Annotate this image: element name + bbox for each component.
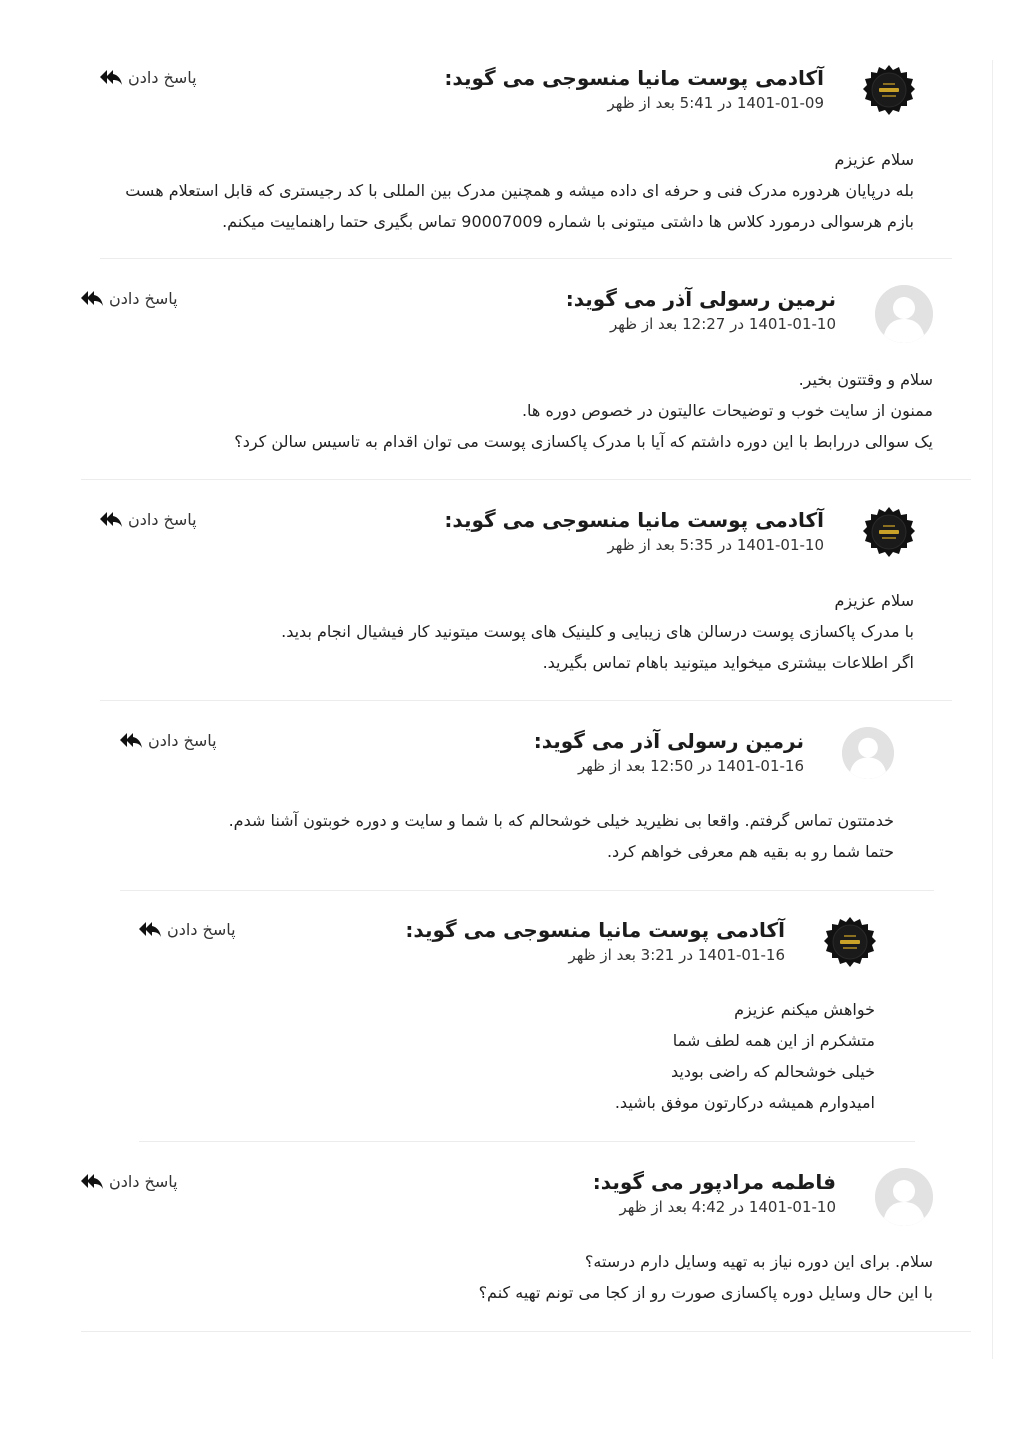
reply-all-icon [81,290,103,308]
comment-line: بازم هرسوالی درمورد کلاس ها داشتی میتونی با شماره 90007009 تماس بگیری حتما راهنماییت میکنم. [222,212,914,231]
reply-label: پاسخ دادن [109,1172,178,1191]
comment-date[interactable]: 1401-01-16 در 3:21 بعد از ظهر [568,946,785,964]
avatar [862,64,916,118]
comment-divider [120,890,934,891]
user-icon [842,727,894,779]
comment-line: حتما شما رو به بقیه هم معرفی خواهم کرد. [606,842,894,861]
comment-line: اگر اطلاعات بیشتری میخواید میتونید باهام تماس بگیرید. [542,653,914,672]
reply-button[interactable] [81,289,178,308]
comment-date[interactable]: 1401-01-10 در 12:27 بعد از ظهر [609,315,836,333]
comment [120,727,934,891]
comment-line: سلام و وقتتون بخیر. [798,370,933,389]
comment-date[interactable]: 1401-01-09 در 5:41 بعد از ظهر [607,94,824,112]
avatar [862,506,916,560]
comment-line: امیدوارم همیشه درکارتون موفق باشید. [614,1093,875,1112]
comment-date[interactable]: 1401-01-16 در 12:50 بعد از ظهر [577,757,804,775]
comment-line: با مدرک پاکسازی پوست درسالن های زیبایی و کلینیک های پوست میتونید کار فیشیال انجام بدید. [281,622,914,641]
comment-date[interactable]: 1401-01-10 در 5:35 بعد از ظهر [607,536,824,554]
comment-body [479,1246,933,1308]
comment-line: خدمتتون تماس گرفتم. واقعا بی نظیرید خیلی خوشحالم که با شما و سایت و دوره خوبتون آشنا شدم. [228,811,894,830]
academy-badge-icon [823,916,877,970]
reply-label: پاسخ دادن [128,510,197,529]
comment-date[interactable]: 1401-01-10 در 4:42 بعد از ظهر [619,1198,836,1216]
reply-all-icon [139,921,161,939]
comment-divider [100,258,952,259]
comment-line: با این حال وسایل دوره پاکسازی صورت رو از کجا می تونم تهیه کنم؟ [478,1283,933,1302]
reply-all-icon [81,1173,103,1191]
comment-line: سلام عزیزم [834,150,914,169]
comment-divider [100,700,952,701]
comment-author: نرمین رسولی آذر می گوید: [533,729,804,753]
comment-line: سلام. برای این دوره نیاز به تهیه وسایل دارم درسته؟ [584,1252,933,1271]
comment-line: یک سوالی دررابط با این دوره داشتم که آیا با مدرک پاکسازی پوست می توان اقدام به تاسیس سالن کرد؟ [234,432,933,451]
comment-author: فاطمه مرادپور می گوید: [592,1170,836,1194]
reply-label: پاسخ دادن [109,289,178,308]
comment-author: آکادمی پوست مانیا منسوجی می گوید: [444,508,824,532]
reply-all-icon [120,732,142,750]
comment-divider [81,479,971,480]
comment-author: آکادمی پوست مانیا منسوجی می گوید: [444,66,824,90]
reply-button[interactable] [139,920,236,939]
comment-line: خیلی خوشحالم که راضی بودید [671,1062,875,1081]
reply-all-icon [100,511,122,529]
comment-line: بله درپایان هردوره مدرک فنی و حرفه ای داده میشه و همچنین مدرک بین المللی با کد رجیستری که قابل استعلام هست [125,181,914,200]
comment-author: آکادمی پوست مانیا منسوجی می گوید: [405,918,785,942]
avatar [823,916,877,970]
reply-button[interactable] [81,1172,178,1191]
comment [81,1168,971,1332]
comment-line: خواهش میکنم عزیزم [734,1000,875,1019]
comment [139,916,915,1142]
reply-label: پاسخ دادن [128,68,197,87]
comment-body [125,144,914,237]
avatar [875,285,933,343]
user-icon [875,285,933,343]
comment-line: متشکرم از این همه لطف شما [672,1031,875,1050]
reply-all-icon [100,69,122,87]
reply-button[interactable] [100,68,197,87]
comment-author: نرمین رسولی آذر می گوید: [565,287,836,311]
reply-button[interactable] [100,510,197,529]
comment-line: سلام عزیزم [834,591,914,610]
user-icon [875,1168,933,1226]
comment-divider [81,1331,971,1332]
reply-label: پاسخ دادن [148,731,217,750]
content-edge-line [992,60,993,1359]
comment-body [615,994,875,1118]
comment [81,285,971,480]
avatar [842,727,894,779]
comment-body [281,585,914,678]
comment [100,506,952,701]
comment-body [234,364,933,457]
avatar [875,1168,933,1226]
reply-button[interactable] [120,731,217,750]
comment [100,64,952,259]
academy-badge-icon [862,64,916,118]
academy-badge-icon [862,506,916,560]
comment-body [229,805,894,867]
comment-divider [139,1141,915,1142]
reply-label: پاسخ دادن [167,920,236,939]
comment-line: ممنون از سایت خوب و توضیحات عالیتون در خصوص دوره ها. [521,401,933,420]
